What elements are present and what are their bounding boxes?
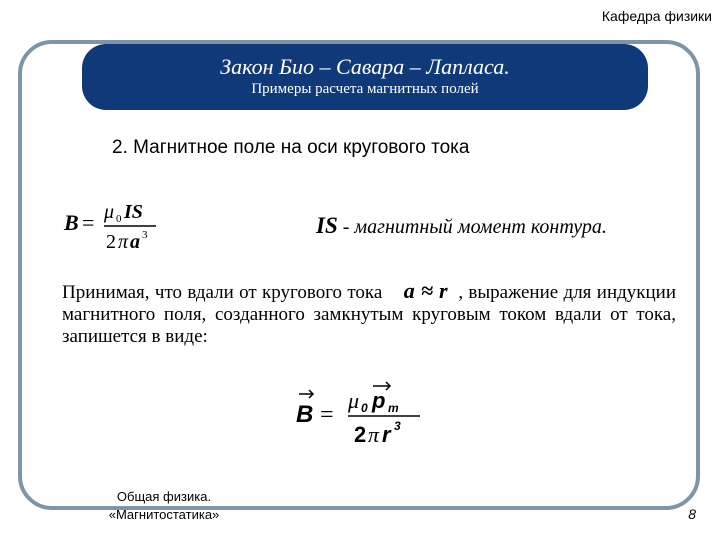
svg-text:3: 3	[142, 229, 148, 241]
approximation-formula: a ≈ r	[403, 278, 448, 303]
svg-text:2: 2	[106, 231, 116, 253]
slide-title: Закон Био – Савара – Лапласа.	[220, 54, 510, 79]
magnetic-moment-description: - магнитный момент контура.	[342, 216, 607, 238]
svg-text:B: B	[64, 210, 79, 235]
section-title: 2. Магнитное поле на оси кругового тока	[112, 137, 470, 158]
svg-text:a: a	[130, 231, 140, 253]
magnetic-moment-line	[316, 213, 607, 239]
svg-text:μ: μ	[348, 388, 360, 413]
formula-field-on-axis	[64, 196, 164, 260]
svg-text:IS: IS	[124, 201, 143, 223]
department-label: Кафедра физики	[601, 8, 712, 24]
svg-text:m: m	[388, 401, 399, 415]
svg-text:p: p	[372, 388, 386, 413]
slide-subtitle: Примеры расчета магнитных полей	[251, 81, 479, 97]
formula-dipole-field-graphic	[296, 380, 436, 452]
footer-course-line2: «Магнитостатика»	[108, 507, 220, 522]
svg-text:μ: μ	[104, 201, 115, 223]
svg-text:3: 3	[394, 419, 401, 433]
svg-text:π: π	[368, 422, 380, 447]
body-paragraph	[62, 280, 676, 348]
footer-course	[84, 488, 244, 524]
svg-text:r: r	[382, 422, 391, 447]
formula-dipole-field	[296, 380, 436, 452]
page-number: 8	[688, 506, 696, 522]
svg-text:2: 2	[354, 422, 367, 447]
svg-text:0: 0	[361, 401, 368, 415]
svg-text:B: B	[296, 401, 314, 428]
formula-field-on-axis-graphic	[64, 196, 164, 260]
svg-text:=: =	[82, 210, 95, 235]
svg-text:π: π	[118, 231, 129, 253]
svg-text:0: 0	[116, 213, 122, 225]
paragraph-text-before: Принимая, что вдали от кругового тока	[62, 282, 383, 303]
title-banner	[82, 44, 648, 110]
paragraph-text-after: , выражение для индукции магнитного поля, созданного замкнутым круговым током вдали от тока, запишется в виде:	[62, 282, 677, 347]
footer-course-line1: Общая физика.	[116, 489, 212, 504]
magnetic-moment-symbol: IS	[316, 213, 338, 238]
svg-text:=: =	[320, 402, 334, 428]
